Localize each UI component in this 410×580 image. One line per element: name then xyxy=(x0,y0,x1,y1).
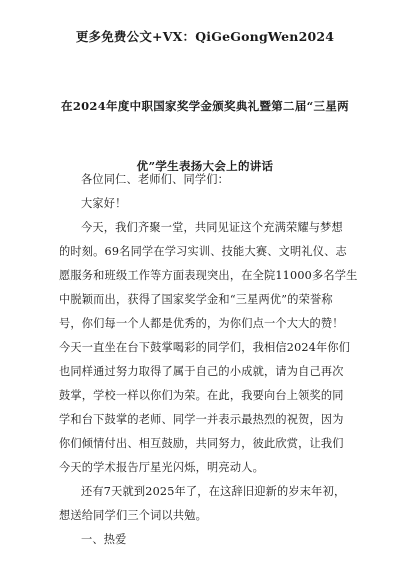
paragraph-2-line: 想送给同学们三个词以共勉。 xyxy=(59,509,208,522)
section-heading-1: 一、热爱 xyxy=(81,533,127,546)
greeting: 大家好！ xyxy=(81,197,127,210)
paragraph-1-line: 今天的学术报告厅星光闪烁，明亮动人。 xyxy=(59,461,264,474)
paragraph-2 xyxy=(59,480,359,528)
paragraph-1-line: 学和台下鼓掌的老师、同学一并表示最热烈的祝贺，因为 xyxy=(59,413,344,426)
paragraph-1-line: 中脱颖而出，获得了国家奖学金和“三星两优”的荣誉称 xyxy=(59,293,333,306)
paragraph-1 xyxy=(59,216,359,480)
paragraph-1-line: 号，你们每一个人都是优秀的，为你们点一个大大的赞！ xyxy=(59,317,344,330)
paragraph-1-line: 的时刻。69名同学在学习实训、技能大赛、文明礼仪、志 xyxy=(59,245,347,258)
document-title-line-1: 在2024年度中职国家奖学金颁奖典礼暨第二届“三星两 xyxy=(61,99,349,113)
paragraph-1-line: 今天，我们齐聚一堂，共同见证这个充满荣耀与梦想 xyxy=(81,221,343,234)
paragraph-1-line: 你们倾情付出、相互鼓励，共同努力，彼此欣赏，让我们 xyxy=(59,437,344,450)
document-title-line-2: 优”学生表扬大会上的讲话 xyxy=(136,159,274,173)
salutation: 各位同仁、老师们、同学们： xyxy=(81,173,230,186)
paragraph-1-line: 愿服务和班级工作等方面表现突出，在全院11000多名学生 xyxy=(59,269,358,282)
page-header-promo: 更多免费公文+VX：QiGeGongWen2024 xyxy=(75,29,335,44)
speech-body xyxy=(59,168,359,552)
paragraph-1-line: 鼓掌，学校一样以你们为荣。在此，我要向台上领奖的同 xyxy=(59,389,344,402)
paragraph-1-line: 今天一直坐在台下鼓掌喝彩的同学们，我相信2024年你们 xyxy=(59,341,351,354)
paragraph-2-line: 还有7天就到2025年了，在这辞旧迎新的岁末年初， xyxy=(81,485,346,498)
paragraph-1-line: 也同样通过努力取得了属于自己的小成就，请为自己再次 xyxy=(59,365,344,378)
